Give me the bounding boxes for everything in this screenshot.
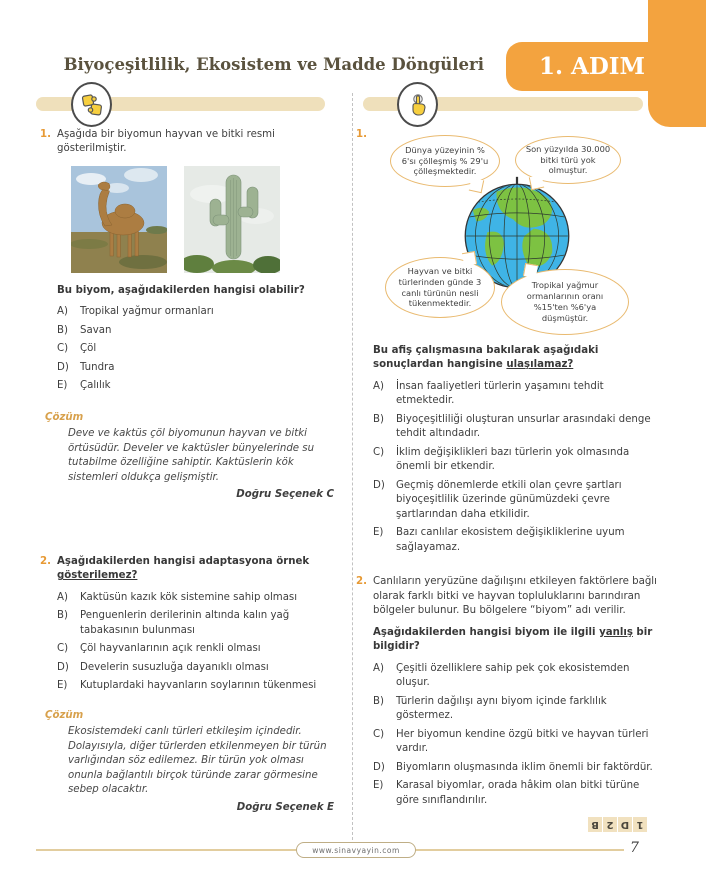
option-text: Penguenlerin derilerinin altında kalın yağ tabakasının bulunması [80, 610, 290, 636]
option-text: Tundra [80, 361, 115, 373]
option-d [373, 479, 662, 522]
question-intro: Aşağıda bir biyomun hayvan ve bitki resmi gösterilmiştir. [57, 129, 275, 155]
step-badge: 1. ADIM [506, 42, 706, 91]
right-question-2 [356, 575, 662, 812]
solution-block-2 [45, 709, 338, 815]
question-stem: Aşağıdakilerden hangisi biyom ile ilgili yanlış bir bilgidir? [373, 626, 653, 653]
option-c [57, 642, 338, 656]
option-b [57, 324, 338, 338]
question-number: 2. [40, 555, 51, 567]
option-letter: D) [57, 661, 69, 673]
option-a [373, 662, 662, 691]
poster-bubble-rainforest: Tropikal yağmur ormanlarının oranı %15'ten %6'ya düşmüştür. [501, 269, 629, 335]
option-letter: E) [57, 380, 68, 392]
solution-text: Ekosistemdeki canlı türleri etkileşim içindedir. Dolayısıyla, diğer türlerden etkilenmeyen bir türün varlığından söz edilemez. Bir türün yok olması onunla bağlantılı birçok türünde zarar görmesine sebep olacaktır. [68, 726, 327, 796]
options-list [57, 305, 338, 393]
option-text: Biyoçeşitliliği oluşturan unsurlar arasındaki denge tehdit altındadır. [396, 413, 651, 440]
option-b [373, 413, 662, 442]
option-letter: C) [373, 446, 385, 458]
option-text: Çöl [80, 343, 97, 355]
option-text: Çeşitli özelliklere sahip pek çok ekosistemden oluşur. [396, 662, 630, 689]
poster-bubble-daily-extinction: Hayvan ve bitki türlerinden günde 3 canlı türünün nesli tükenmektedir. [385, 257, 495, 318]
answer-key-cell: B [588, 817, 602, 832]
question-stem: Bu afiş çalışmasına bakılarak aşağıdaki sonuçlardan hangisine ulaşılamaz? [373, 345, 599, 371]
option-letter: A) [57, 591, 68, 603]
left-column [40, 128, 338, 815]
option-d [373, 761, 662, 775]
page-title: Biyoçeşitlilik, Ekosistem ve Madde Döngüleri [63, 55, 484, 74]
answer-key-cell: 2 [603, 817, 617, 832]
bubble-tail [529, 175, 544, 190]
option-text: Develerin susuzluğa dayanıklı olması [80, 661, 269, 673]
option-c [373, 728, 662, 757]
option-letter: B) [373, 413, 384, 425]
correct-answer-line: Doğru Seçenek C [236, 489, 334, 501]
option-text: Karasal biyomlar, orada hâkim olan bitki türüne göre sınıflandırılır. [396, 780, 640, 806]
option-a [57, 305, 338, 319]
option-text: Bazı canlılar ekosistem değişikliklerine uyum sağlayamaz. [396, 527, 625, 553]
option-b [57, 609, 338, 638]
option-a [57, 591, 338, 605]
option-letter: A) [373, 662, 384, 674]
answer-key-cell: 1 [633, 817, 647, 832]
option-text: Her biyomun kendine özgü bitki ve hayvan türleri vardır. [396, 728, 649, 755]
option-a [373, 380, 662, 409]
option-letter: D) [373, 479, 385, 491]
options-list [57, 591, 338, 694]
option-c [373, 446, 662, 475]
option-letter: C) [57, 643, 69, 655]
answer-key-cell: D [618, 817, 632, 832]
solution-label: Çözüm [45, 411, 84, 423]
option-text: Çöl hayvanlarının açık renkli olması [80, 643, 261, 655]
click-hand-icon [397, 82, 438, 127]
option-text: Çalılık [80, 380, 111, 392]
option-e [57, 379, 338, 393]
options-list [373, 380, 662, 555]
option-text: Savan [80, 324, 112, 336]
column-divider [352, 93, 353, 845]
left-question-1 [40, 128, 338, 398]
question-stem: Aşağıdakilerden hangisi adaptasyona örnek gösterilemez? [57, 555, 310, 582]
option-letter: C) [57, 343, 69, 355]
option-letter: A) [373, 380, 384, 392]
bubble-tail [469, 178, 484, 193]
question-intro: Canlıların yeryüzüne dağılışını etkileyen faktörlere bağlı olarak farklı bitki ve hayvan topluluklarını barındıran bölgeler bulunur. Bu bölgelere “biyom” adı verilir. [373, 576, 657, 617]
option-letter: B) [373, 695, 384, 707]
solution-block-1 [45, 411, 338, 503]
option-e [373, 779, 662, 808]
poster-bubble-desertification: Dünya yüzeyinin % 6'sı çölleşmiş % 29'u çölleşmektedir. [390, 135, 500, 187]
option-text: İklim değişiklikleri bazı türlerin yok olmasında önemli bir etkendir. [396, 446, 630, 473]
right-question-1 [356, 128, 662, 559]
option-d [57, 361, 338, 375]
biodiversity-poster [373, 131, 662, 338]
puzzle-icon [71, 82, 112, 127]
page-number: 7 [630, 840, 639, 856]
question-number: 1. [40, 129, 51, 140]
option-text: Kaktüsün kazık kök sistemine sahip olması [80, 591, 298, 603]
bubble-tail [523, 263, 538, 278]
biome-photos [71, 166, 338, 273]
option-letter: E) [57, 680, 68, 692]
option-letter: E) [373, 780, 384, 792]
website-text: www.sinavyayin.com [312, 845, 400, 855]
question-number: 2. [356, 576, 367, 588]
option-e [373, 526, 662, 555]
bubble-tail [462, 251, 477, 266]
option-text: Türlerin dağılışı aynı biyom içinde farklılık göstermez. [396, 695, 607, 722]
option-letter: C) [373, 728, 385, 740]
solution-text: Deve ve kaktüs çöl biyomunun hayvan ve bitki örtüsüdür. Develer ve kaktüsler bünyelerinde su tutabilme özelliğine sahiptir. Kaktüslerin kök sistemleri oldukça gelişmiştir. [68, 428, 315, 483]
option-letter: A) [57, 306, 68, 318]
answer-key [588, 817, 647, 832]
option-letter: B) [57, 610, 68, 622]
correct-answer-line: Doğru Seçenek E [236, 801, 334, 813]
question-number: 1. [356, 129, 367, 140]
cactus-photo [184, 166, 280, 273]
option-b [373, 695, 662, 724]
option-letter: D) [373, 761, 385, 773]
option-c [57, 342, 338, 356]
website-badge [296, 842, 416, 858]
right-column [356, 128, 662, 812]
solution-label: Çözüm [45, 709, 84, 721]
camel-photo [71, 166, 167, 273]
poster-bubble-plant-extinction: Son yüzyılda 30.000 bitki türü yok olmuştur. [515, 136, 621, 184]
question-stem: Bu biyom, aşağıdakilerden hangisi olabilir? [57, 284, 305, 296]
option-text: Biyomların oluşmasında iklim önemli bir faktördür. [396, 761, 653, 773]
option-letter: D) [57, 361, 69, 373]
option-d [57, 661, 338, 675]
option-letter: B) [57, 324, 68, 336]
option-e [57, 679, 338, 693]
options-list [373, 662, 662, 808]
left-question-2 [40, 555, 338, 698]
option-text: Geçmiş dönemlerde etkili olan çevre şartları biyoçeşitlilik üzerinde günümüzdeki çevre şartlarından daha etkilidir. [396, 479, 622, 520]
option-letter: E) [373, 527, 384, 539]
option-text: İnsan faaliyetleri türlerin yaşamını tehdit etmektedir. [396, 380, 604, 407]
option-text: Tropikal yağmur ormanları [80, 306, 214, 318]
option-text: Kutuplardaki hayvanların soylarının tükenmesi [80, 680, 317, 692]
